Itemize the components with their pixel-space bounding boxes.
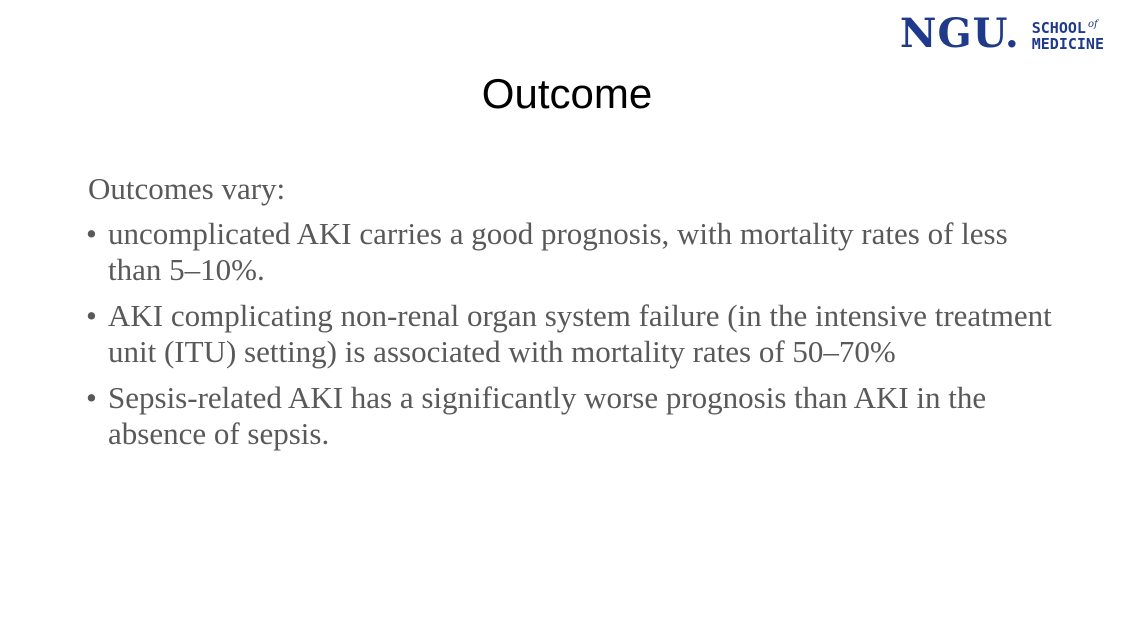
bullet-list — [86, 216, 1066, 452]
ngu-school-of-medicine-logo — [899, 10, 1104, 57]
list-item — [86, 216, 1066, 288]
bullet-text: AKI complicating non-renal organ system failure (in the intensive treatment unit (ITU) setting) is associated with mortality rates of 50–70% — [108, 298, 1052, 369]
list-item — [86, 298, 1066, 370]
intro-text: Outcomes vary: — [88, 171, 286, 206]
logo-line-medicine: MEDICINE — [1031, 34, 1104, 53]
bullet-icon: • — [86, 216, 97, 251]
logo-mark: NGU. — [899, 10, 1020, 57]
list-item — [86, 380, 1066, 452]
slide-body — [86, 170, 1066, 462]
bullet-text: uncomplicated AKI carries a good prognosis, with mortality rates of less than 5–10%. — [108, 216, 1008, 287]
logo-of: of — [1087, 18, 1098, 30]
slide-title: Outcome — [481, 70, 653, 117]
bullet-icon: • — [86, 380, 97, 415]
logo-subtitle — [1032, 17, 1104, 52]
bullet-icon: • — [86, 298, 97, 333]
bullet-text: Sepsis-related AKI has a significantly worse prognosis than AKI in the absence of sepsis. — [108, 380, 987, 451]
logo-line-school: SCHOOL $^{of}$ — [1031, 18, 1098, 37]
